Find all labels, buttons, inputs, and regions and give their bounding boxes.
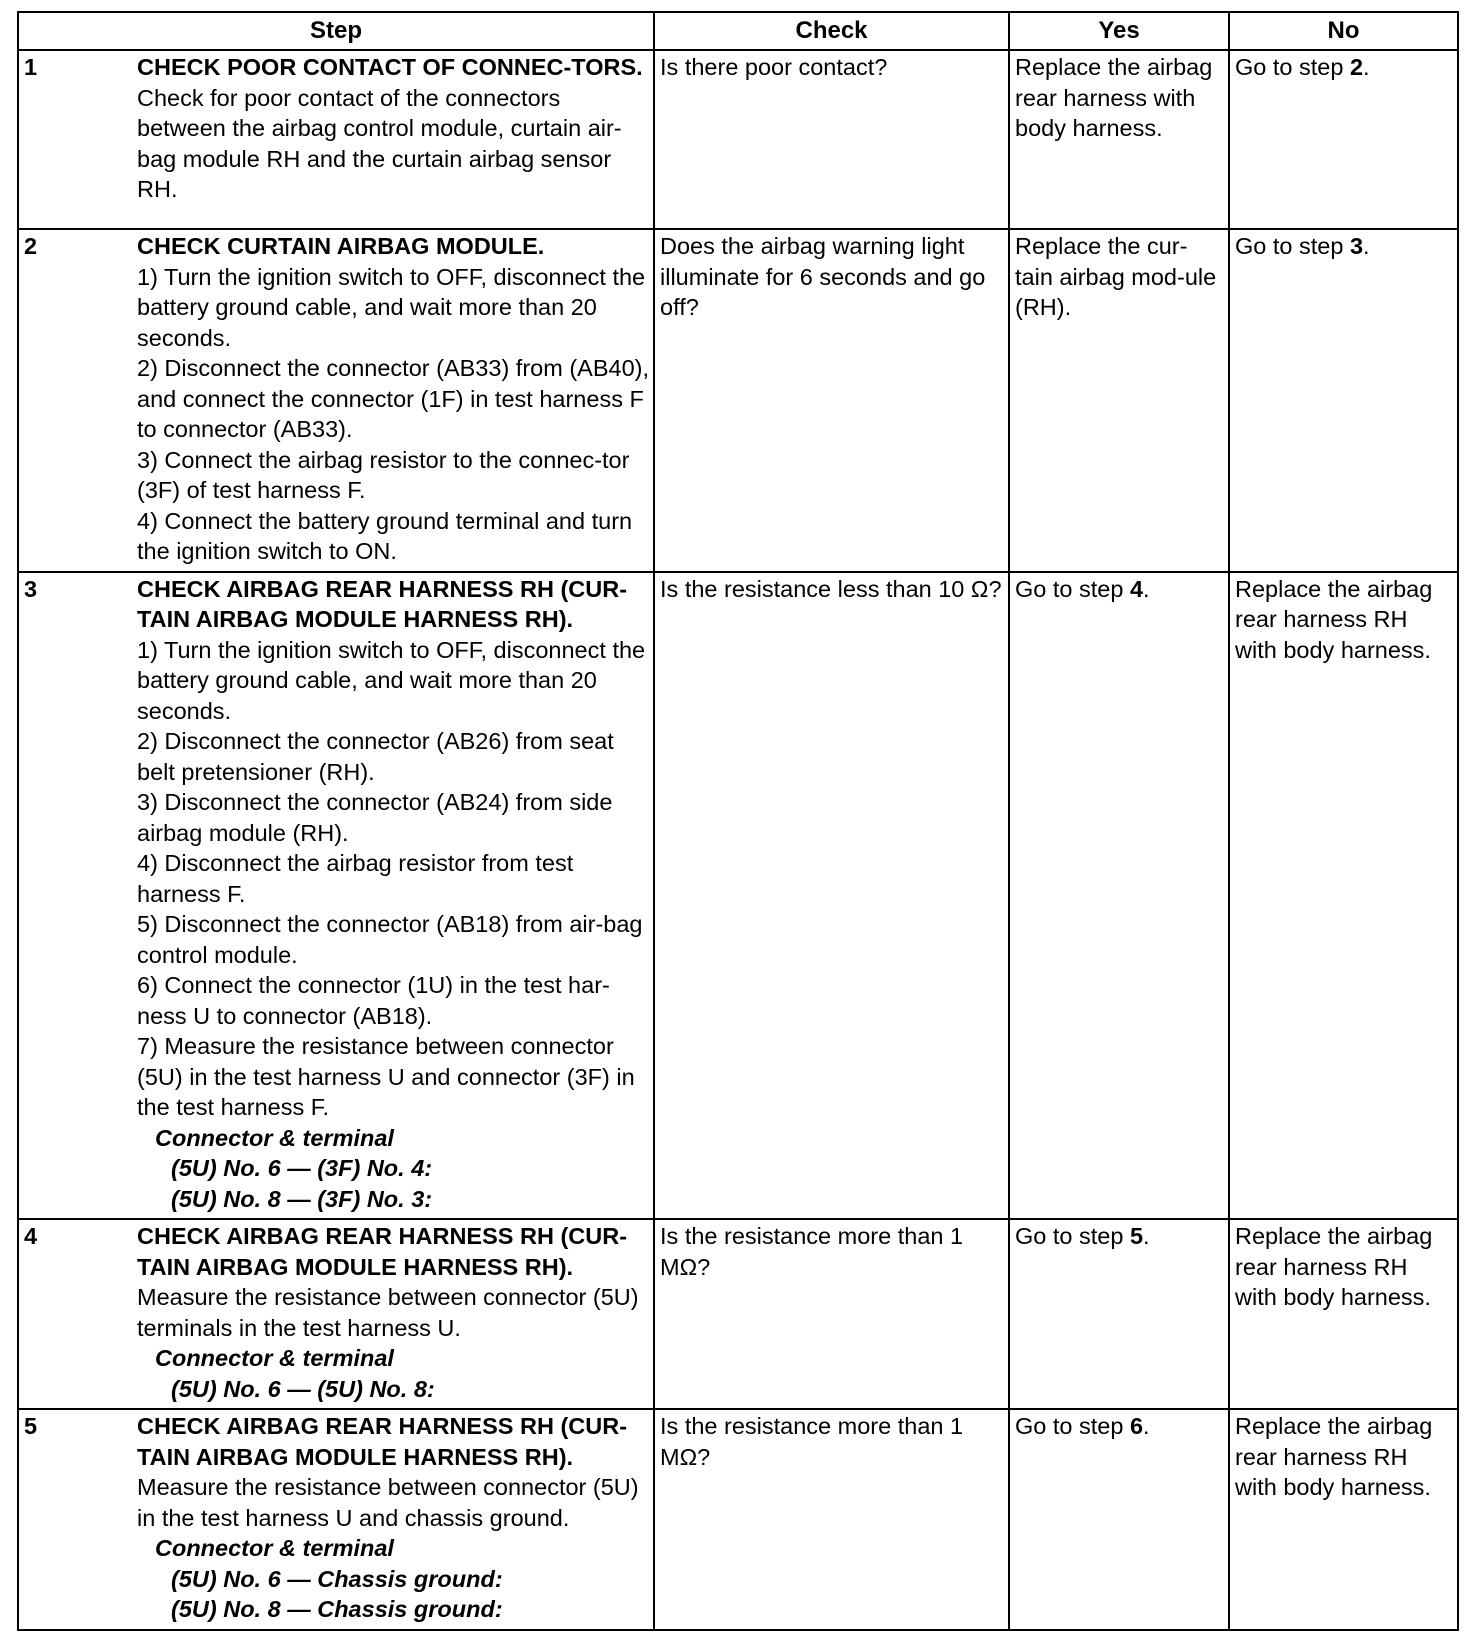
- connector-terminal-spec: (5U) No. 8 — (3F) No. 3:: [171, 1185, 433, 1212]
- step-instruction: Measure the resistance between connector (5U) terminals in the test harness U.: [137, 1284, 639, 1341]
- yes-action-step-ref: 4: [1129, 575, 1144, 602]
- table-row-step-2: [18, 229, 1458, 572]
- header-step: Step: [18, 12, 654, 50]
- yes-action-suffix: .: [1143, 1223, 1150, 1249]
- table-row-step-3: [18, 572, 1458, 1220]
- connector-terminal-heading: Connector & terminal: [155, 1345, 394, 1371]
- step-description: [137, 1409, 654, 1630]
- step-description: [137, 572, 654, 1220]
- step-title: CHECK AIRBAG REAR HARNESS RH (CUR-TAIN AIRBAG MODULE HARNESS RH).: [137, 1223, 628, 1280]
- step-instruction: Check for poor contact of the connectors between the airbag control module, curtain air-bag module RH and the curtain airbag sensor RH.: [137, 84, 622, 202]
- step-instruction: 2) Disconnect the connector (AB26) from seat belt pretensioner (RH).: [137, 728, 614, 785]
- step-title: CHECK AIRBAG REAR HARNESS RH (CUR-TAIN AIRBAG MODULE HARNESS RH).: [137, 1413, 628, 1470]
- yes-action-prefix: Go to step: [1015, 1223, 1130, 1249]
- yes-action-prefix: Go to step: [1015, 575, 1130, 602]
- yes-action: [1009, 1219, 1229, 1409]
- no-action: Replace the airbag rear harness RH with body harness.: [1229, 1219, 1458, 1409]
- step-description: [137, 50, 654, 229]
- connector-terminal-spec: (5U) No. 8 — Chassis ground:: [171, 1596, 503, 1622]
- yes-action-step-ref: 6: [1129, 1413, 1144, 1439]
- yes-action: [1009, 572, 1229, 1220]
- connector-terminal-heading: Connector & terminal: [155, 1124, 394, 1151]
- yes-action: Replace the cur-tain airbag mod-ule (RH).: [1009, 229, 1229, 572]
- no-action-prefix: Go to step: [1235, 54, 1350, 80]
- step-instruction: 4) Disconnect the airbag resistor from test harness F.: [137, 850, 574, 907]
- step-title: CHECK POOR CONTACT OF CONNEC-TORS.: [137, 54, 643, 80]
- connector-terminal-spec: (5U) No. 6 — (5U) No. 8:: [171, 1375, 435, 1402]
- step-instruction: 7) Measure the resistance between connector (5U) in the test harness U and connector (3F) in the test harness F.: [137, 1033, 635, 1120]
- yes-action-suffix: .: [1143, 575, 1150, 602]
- no-action-suffix: .: [1363, 233, 1370, 259]
- table-row-step-5: [18, 1409, 1458, 1630]
- step-instruction: 1) Turn the ignition switch to OFF, disconnect the battery ground cable, and wait more than 20 seconds.: [137, 263, 646, 351]
- step-title: CHECK CURTAIN AIRBAG MODULE.: [137, 233, 545, 259]
- connector-terminal-heading: Connector & terminal: [155, 1535, 394, 1561]
- step-instruction: 2) Disconnect the connector (AB33) from (AB40), and connect the connector (1F) in test harness F to connector (AB33).: [137, 355, 649, 442]
- step-instruction: 1) Turn the ignition switch to OFF, disconnect the battery ground cable, and wait more than 20 seconds.: [137, 636, 646, 724]
- header-check: Check: [654, 12, 1009, 50]
- no-action-prefix: Go to step: [1235, 233, 1350, 259]
- no-action: [1229, 229, 1458, 572]
- step-number: 5: [18, 1409, 137, 1630]
- connector-terminal-spec: (5U) No. 6 — (3F) No. 4:: [171, 1155, 433, 1181]
- yes-action: [1009, 1409, 1229, 1630]
- no-action: Replace the airbag rear harness RH with body harness.: [1229, 1409, 1458, 1630]
- table-row-step-4: [18, 1219, 1458, 1409]
- diagnostic-table: [17, 11, 1459, 1631]
- connector-terminal-spec: (5U) No. 6 — Chassis ground:: [171, 1565, 503, 1592]
- step-instruction: Measure the resistance between connector (5U) in the test harness U and chassis ground.: [137, 1474, 639, 1531]
- step-instruction: 4) Connect the battery ground terminal and turn the ignition switch to ON.: [137, 507, 633, 564]
- yes-action-step-ref: 5: [1129, 1223, 1144, 1249]
- table-row-step-1: [18, 50, 1458, 229]
- no-action-suffix: .: [1363, 54, 1370, 80]
- no-action: Replace the airbag rear harness RH with body harness.: [1229, 572, 1458, 1220]
- step-instruction: 5) Disconnect the connector (AB18) from air-bag control module.: [137, 911, 643, 968]
- no-action: [1229, 50, 1458, 229]
- check-question: Is there poor contact?: [654, 50, 1009, 229]
- yes-action-suffix: .: [1143, 1413, 1150, 1439]
- step-number: 4: [18, 1219, 137, 1409]
- step-number: 2: [18, 229, 137, 572]
- step-description: [137, 229, 654, 572]
- check-question: Is the resistance more than 1 MΩ?: [654, 1409, 1009, 1630]
- step-number: 3: [18, 572, 137, 1220]
- check-question: Does the airbag warning light illuminate for 6 seconds and go off?: [654, 229, 1009, 572]
- header-row: [18, 12, 1458, 50]
- step-instruction: 3) Connect the airbag resistor to the connec-tor (3F) of test harness F.: [137, 446, 630, 503]
- yes-action: Replace the airbag rear harness with body harness.: [1009, 50, 1229, 229]
- no-action-step-ref: 3: [1349, 233, 1364, 259]
- no-action-step-ref: 2: [1349, 54, 1364, 80]
- step-title: CHECK AIRBAG REAR HARNESS RH (CUR-TAIN AIRBAG MODULE HARNESS RH).: [137, 575, 628, 632]
- check-question: Is the resistance less than 10 Ω?: [654, 572, 1009, 1220]
- step-number: 1: [18, 50, 137, 229]
- yes-action-prefix: Go to step: [1015, 1413, 1130, 1439]
- step-instruction: 6) Connect the connector (1U) in the test har-ness U to connector (AB18).: [137, 972, 610, 1029]
- step-instruction: 3) Disconnect the connector (AB24) from side airbag module (RH).: [137, 789, 613, 846]
- header-no: No: [1229, 12, 1458, 50]
- header-yes: Yes: [1009, 12, 1229, 50]
- step-description: [137, 1219, 654, 1409]
- check-question: Is the resistance more than 1 MΩ?: [654, 1219, 1009, 1409]
